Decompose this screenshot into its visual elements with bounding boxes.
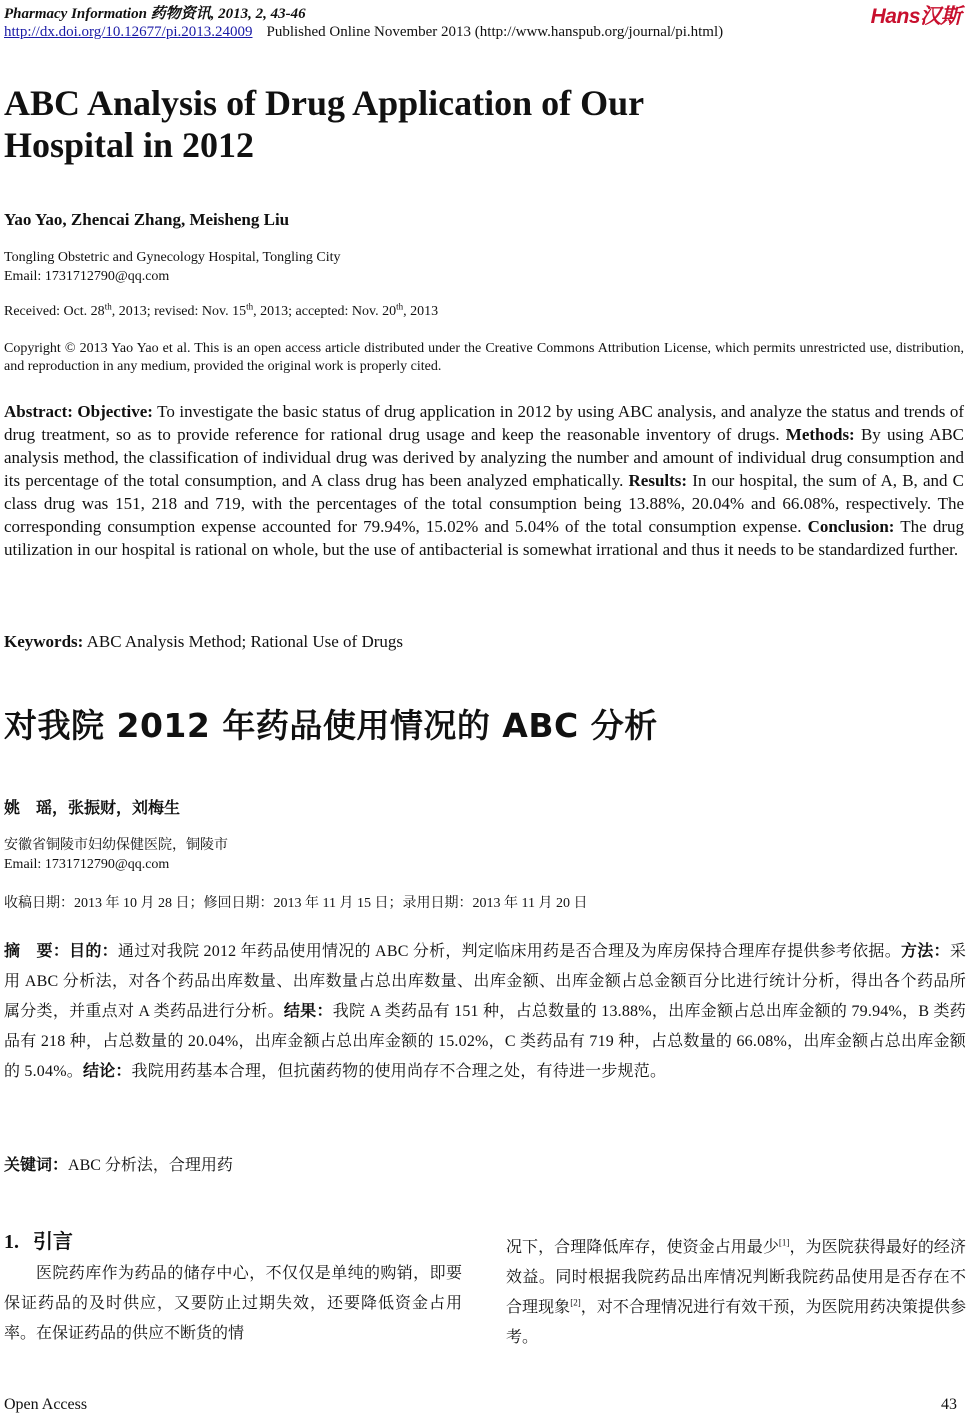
- results-label: Results:: [628, 471, 688, 490]
- journal-header: Pharmacy Information 药物资讯, 2013, 2, 43-46: [4, 6, 306, 22]
- conclusion-label: 结论：: [82, 1061, 132, 1080]
- objective-label: Objective:: [77, 402, 153, 421]
- methods-label: Methods:: [785, 425, 855, 444]
- english-affiliation: [4, 248, 904, 286]
- body-column-right: [506, 1233, 966, 1353]
- chinese-title: 对我院 2012 年药品使用情况的 ABC 分析: [4, 706, 658, 745]
- citation-link[interactable]: [2]: [570, 1297, 581, 1308]
- chinese-abstract: 摘 要：目的：通过对我院 2012 年药品使用情况的 ABC 分析，判定临床用药是否合理及为库房保持合理库存提供参考依据。方法：采用 ABC 分析法，对各个药品出库数量、出库数量占总出库数量、出库金额、出库金额占总金额百分比进行统计分析，得出各个药品所属分类，并重点对 A 类药品进行分析。结果：我院 A 类药品有 151 种，占总数量的 13.88%，出库金额占总出库金额的 79.94%，B 类药品有 218 种，占总数量的 20.04%，出库金额占总出库金额的 15.02%，C 类药品有 719 种，占总数量的 66.08%，出库金额占总出库金额的 5.04%。结论：我院用药基本合理，但抗菌药物的使用尚存不合理之处，有待进一步规范。: [4, 941, 967, 1080]
- chinese-received-dates: 收稿日期：2013 年 10 月 28 日；修回日期：2013 年 11 月 15 日；录用日期：2013 年 11 月 20 日: [4, 896, 588, 911]
- abstract-label: Abstract:: [4, 402, 73, 421]
- abstract-label: 摘 要：: [4, 941, 70, 960]
- results-label: 结果：: [283, 1001, 333, 1020]
- copyright-notice: Copyright © 2013 Yao Yao et al. This is an open access article distributed under the Creative Commons Attribution License, which permits unrestricted use, distribution, and reproduction in any medium, provided the original work is properly cited.: [4, 341, 964, 374]
- english-received-dates: Received: Oct. 28th, 2013; revised: Nov. 15th, 2013; accepted: Nov. 20th, 2013: [4, 301, 439, 319]
- english-keywords: Keywords: ABC Analysis Method; Rational Use of Drugs: [4, 632, 404, 651]
- body-column-left: [4, 1226, 462, 1349]
- paragraph: 医院药库作为药品的储存中心，不仅仅是单纯的购销，即要保证药品的及时供应，又要防止过期失效，还要降低资金占用率。在保证药品的供应不断货的情: [4, 1265, 462, 1342]
- page-number: 43: [941, 1396, 957, 1413]
- doi-line: [4, 24, 723, 41]
- hans-logo: Hans汉斯: [870, 5, 961, 28]
- affiliation-text: 安徽省铜陵市妇幼保健医院，铜陵市: [4, 838, 228, 853]
- footer-open-access: Open Access: [4, 1396, 88, 1413]
- english-title: ABC Analysis of Drug Application of Our Hospital in 2012: [4, 83, 644, 165]
- published-online: Published Online November 2013 (http://www.hanspub.org/journal/pi.html): [266, 24, 724, 40]
- chinese-authors: 姚 瑶，张振财，刘梅生: [4, 798, 181, 817]
- methods-label: 方法：: [900, 941, 950, 960]
- chinese-keywords: 关键词：ABC 分析法，合理用药: [4, 1155, 233, 1174]
- chinese-affiliation: [4, 836, 904, 874]
- english-authors: Yao Yao, Zhencai Zhang, Meisheng Liu: [4, 210, 290, 229]
- citation-link[interactable]: [1]: [778, 1237, 790, 1248]
- email-text: Email: 1731712790@qq.com: [4, 857, 170, 872]
- objective-label: 目的：: [69, 941, 118, 960]
- doi-link[interactable]: http://dx.doi.org/10.12677/pi.2013.24009: [4, 24, 253, 40]
- english-abstract: Abstract: Objective: To investigate the basic status of drug application in 2012 by using ABC analysis, and analyze the status and trends of drug treatment, so as to provide reference for rational drug usage and keep the reasonable inventory of drugs. Methods: By using ABC analysis method, the classification of individual drug was derived by analyzing the number and amount of individual drug consumption and its percentage of the total consumption, and A class drug has been analyzed emphatically. Results: In our hospital, the sum of A, B, and C class drug was 151, 218 and 719, with the percentages of the total consumption being 13.88%, 20.04% and 66.08%, respectively. The corresponding consumption expense accounted for 79.94%, 15.02% and 5.04% of the total consumption expense. Conclusion: The drug utilization in our hospital is rational on whole, but the use of antibacterial is somewhat irrational and thus it needs to be standardized further.: [4, 402, 965, 559]
- affiliation-text: Tongling Obstetric and Gynecology Hospital, Tongling City: [4, 250, 341, 265]
- email-text: Email: 1731712790@qq.com: [4, 269, 170, 284]
- conclusion-label: Conclusion:: [807, 517, 895, 536]
- section-heading-introduction: 1. 引言: [4, 1229, 73, 1253]
- paragraph: 况下，合理降低库存，使资金占用最少[1]，为医院获得最好的经济效益。同时根据我院药品出库情况判断我院药品使用是否存在不合理现象[2]，对不合理情况进行有效干预，为医院用药决策提供参考。: [506, 1237, 966, 1346]
